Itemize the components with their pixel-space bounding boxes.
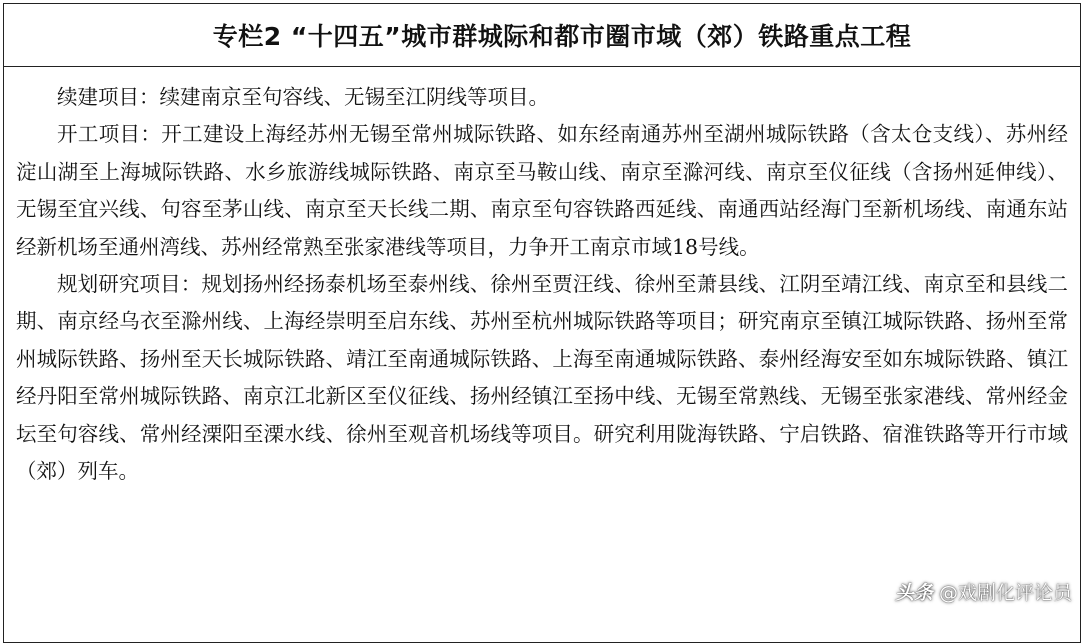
paragraph-continuing-projects: 续建项目：续建南京至句容线、无锡至江阴线等项目。	[57, 85, 549, 109]
watermark-handle: @戏剧化评论员	[938, 582, 1072, 604]
watermark	[895, 578, 1072, 605]
column-body	[4, 67, 1080, 490]
paragraph-start-projects: 开工项目：开工建设上海经苏州无锡至常州城际铁路、如东经南通苏州至湖州城际铁路（含太仓支线）、苏州经淀山湖至上海城际铁路、水乡旅游线城际铁路、南京至马鞍山线、南京至滁河线、南京至仪征线（含扬州延伸线）、无锡至宜兴线、句容至茅山线、南京至天长线二期、南京至句容铁路西延线、南通西站经海门至新机场线、南通东站经新机场至通州湾线、苏州经常熟至张家港线等项目，力争开工南京市域18号线。	[16, 122, 1068, 259]
column-box	[3, 3, 1081, 643]
paragraph-planning-projects: 规划研究项目：规划扬州经扬泰机场至泰州线、徐州至贾汪线、徐州至萧县线、江阴至靖江线、南京至和县线二期、南京经乌衣至滁州线、上海经崇明至启东线、苏州至杭州城际铁路等项目；研究南京至镇江城际铁路、扬州至常州城际铁路、扬州至天长城际铁路、靖江至南通城际铁路、上海至南通城际铁路、泰州经海安至如东城际铁路、镇江经丹阳至常州城际铁路、南京江北新区至仪征线、扬州经镇江至扬中线、无锡至常熟线、无锡至张家港线、常州经金坛至句容线、常州经溧阳至溧水线、徐州至观音机场线等项目。研究利用陇海铁路、宁启铁路、宿淮铁路等开行市域（郊）列车。	[16, 272, 1068, 484]
column-title: 专栏2 “十四五”城市群城际和都市圈市域（郊）铁路重点工程	[4, 4, 1080, 67]
watermark-brand: 头条	[894, 582, 933, 604]
